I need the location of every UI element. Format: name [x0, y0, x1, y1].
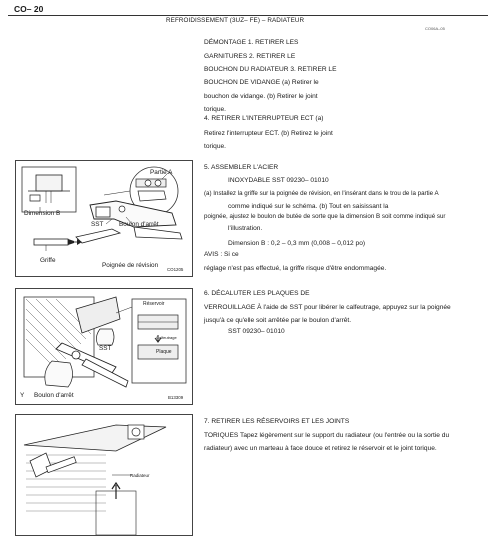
- fig2-label-calfeutrage: Calfeutrage: [156, 335, 177, 340]
- step-4-text: Retirez l'interrupteur ECT. (b) Retirez le joint: [204, 130, 333, 137]
- page-number: CO– 20: [14, 4, 44, 14]
- fig2-label-boulon: Boulon d'arrêt: [34, 392, 74, 399]
- step-7-title: 7. RETIRER LES RÉSERVOIRS ET LES JOINTS: [204, 418, 350, 425]
- figure-lock-plates: [15, 288, 193, 405]
- notice-label: AVIS : Si ce: [204, 251, 239, 258]
- step-4-text: torique.: [204, 143, 226, 150]
- fig1-label-sst: SST: [91, 221, 104, 228]
- fig1-label-partie-a: Partie A: [150, 169, 173, 176]
- step-3-text: bouchon de vidange. (b) Retirer le joint: [204, 93, 318, 100]
- step-7-text: radiateur) avec un marteau à face douce et retirez le réservoir et le joint torique.: [204, 445, 437, 452]
- fig1-code: CO1205: [167, 267, 184, 272]
- fig2-label-plaque: Plaque: [156, 349, 172, 355]
- notice-text: réglage n'est pas effectué, la griffe risque d'être endommagée.: [204, 265, 387, 272]
- fig1-label-griffe: Griffe: [40, 257, 56, 264]
- fig2-label-y: Y: [20, 392, 25, 399]
- step-5-title: 5. ASSEMBLER L'ACIER: [204, 164, 279, 171]
- section-code: CO06A–05: [425, 26, 445, 31]
- fig1-label-poignee: Poignée de révision: [102, 262, 159, 269]
- step-5-title: INOXYDABLE SST 09230– 01010: [228, 177, 329, 184]
- step-1-text: GARNITURES 2. RETIRER LE: [204, 53, 296, 60]
- fig1-label-dimension-b: Dimension B: [24, 210, 61, 217]
- fig3-label-radiateur: Radiateur: [130, 473, 150, 478]
- step-5-text: l'illustration.: [228, 225, 263, 232]
- step-3-text: BOUCHON DE VIDANGE (a) Retirer le: [204, 79, 319, 86]
- step-5-text: comme indiqué sur le schéma. (b) Tout en saisissant la: [228, 203, 389, 210]
- step-2-text: BOUCHON DU RADIATEUR 3. RETIRER LE: [204, 66, 337, 73]
- step-6-sst: SST 09230– 01010: [228, 328, 285, 335]
- step-6-text: VERROUILLAGE À l'aide de SST pour libérer le calfeutrage, appuyez sur la poignée: [204, 304, 451, 311]
- step-5-text: (a) Installez la griffe sur la poignée de révision, en l'insérant dans le trou de la partie A: [204, 190, 439, 197]
- step-1-text: DÉMONTAGE 1. RETIRER LES: [204, 39, 299, 46]
- step-5-text: poignée, ajustez le boulon de butée de sorte que la dimension B soit comme indiqué sur: [204, 213, 446, 220]
- fig2-label-sst: SST: [99, 345, 112, 352]
- fig2-code: B13309: [168, 395, 184, 400]
- remove-tanks-drawing: [16, 415, 192, 535]
- figure-sst-assembly: [15, 160, 193, 277]
- header-rule: [8, 15, 488, 16]
- step-7-text: TORIQUES Tapez légèrement sur le support du radiateur (ou l'entrée ou la sortie du: [204, 432, 450, 439]
- step-6-title: 6. DÉCALUTER LES PLAQUES DE: [204, 290, 310, 297]
- dimension-b-spec: Dimension B : 0,2 – 0,3 mm (0,008 – 0,012 po): [228, 240, 366, 247]
- page-header: REFROIDISSEMENT (3UZ– FE) – RADIATEUR: [166, 17, 305, 24]
- fig1-label-boulon: Boulon d'arrêt: [119, 221, 159, 228]
- fig2-label-reservoir: Réservoir: [143, 301, 165, 307]
- step-3-text: torique.: [204, 106, 226, 113]
- step-6-text: jusqu'à ce qu'elle soit arrêtée par le boulon d'arrêt.: [204, 317, 352, 324]
- step-4-title: 4. RETIRER L'INTERRUPTEUR ECT (a): [204, 115, 324, 122]
